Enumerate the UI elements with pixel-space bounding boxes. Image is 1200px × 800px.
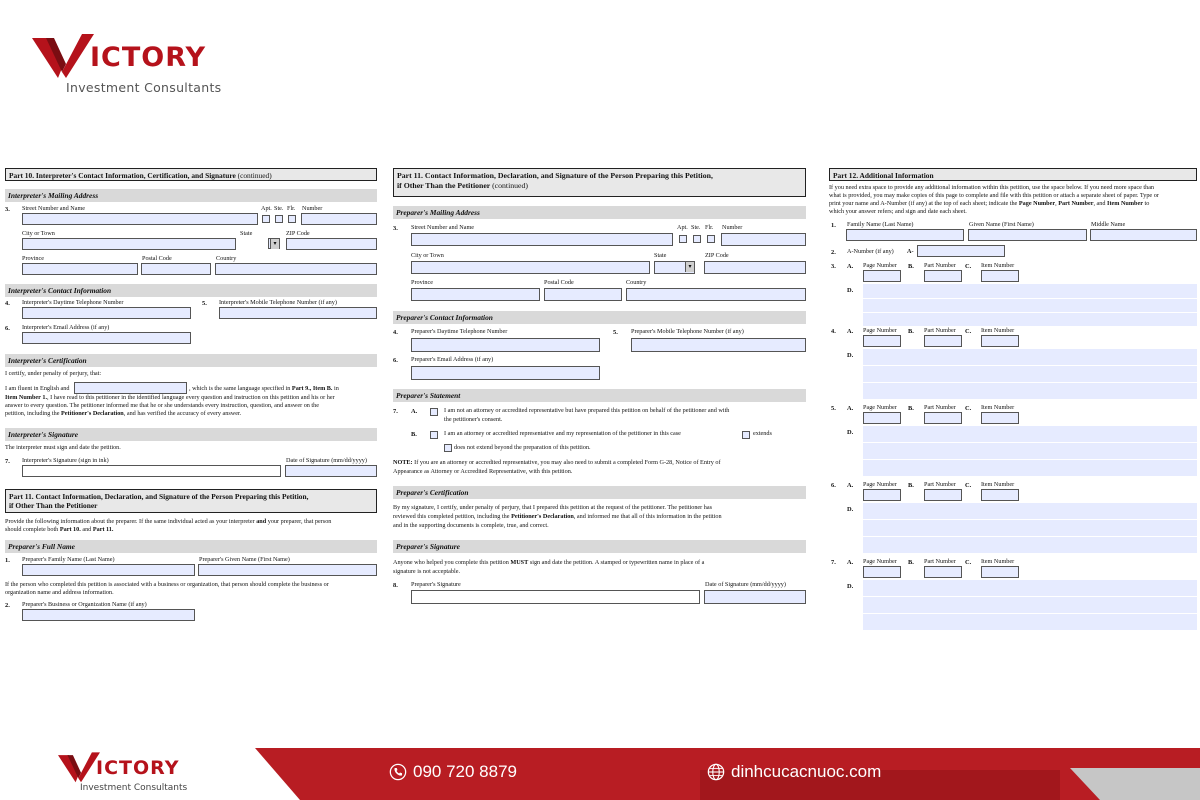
preparer-email-field[interactable] [411, 366, 600, 380]
provide-c1-text: should complete both [5, 526, 59, 533]
additional-info-block [829, 402, 1197, 472]
additional-info-textarea[interactable] [863, 284, 1197, 326]
additional-info-textarea[interactable] [863, 503, 1197, 553]
additional-info-block [829, 260, 1197, 330]
letter-c: C. [965, 328, 972, 335]
ste-label: Ste. [274, 205, 284, 212]
part11-ref: Part 11. [92, 526, 114, 533]
letter-d: D. [847, 583, 854, 590]
item-number: 3. [393, 225, 398, 232]
interpreter-signature-header: Interpreter's Signature [5, 428, 377, 441]
state-label: State [240, 230, 253, 237]
interpreter-state-select[interactable] [268, 238, 280, 249]
signature-note: The interpreter must sign and date the petition. [5, 444, 121, 451]
item-number-field[interactable] [981, 270, 1019, 282]
interpreter-date-field[interactable] [285, 465, 377, 477]
additional-info-textarea[interactable] [863, 349, 1197, 399]
phone-icon [389, 763, 407, 781]
item-number-field[interactable] [981, 335, 1019, 347]
part11-continued: (continued) [492, 180, 529, 190]
preparer-city-field[interactable] [411, 261, 650, 274]
preparer-family-name-field[interactable] [22, 564, 195, 576]
footer-brand-tagline: Investment Consultants [80, 783, 188, 793]
item-number: 3. [831, 263, 836, 270]
apt-label: Apt. [677, 224, 688, 231]
middle-name-field[interactable] [1090, 229, 1197, 241]
letter-d: D. [847, 506, 854, 513]
page-number-field[interactable] [863, 412, 901, 424]
not-attorney-checkbox[interactable] [430, 408, 438, 416]
globe-icon [707, 763, 725, 781]
item-number: 2. [5, 602, 10, 609]
page-number-field[interactable] [863, 489, 901, 501]
ruled-line [863, 596, 1197, 597]
fluent-c2-text: , I have read to this petitioner in the identified language every question and instruction on this petition and his or her [47, 394, 335, 401]
option-a-letter: A. [411, 408, 418, 415]
apt-checkbox[interactable] [262, 215, 270, 223]
footer-banner [0, 748, 1200, 800]
part11-title: Part 11. Contact Information, Declaration, and Signature of the Person Preparing this Petition, [397, 171, 713, 180]
brand-tagline: Investment Consultants [66, 80, 222, 95]
letter-a: A. [847, 405, 854, 412]
ruled-line [863, 536, 1197, 537]
additional-info-textarea[interactable] [863, 426, 1197, 476]
interpreter-country-field[interactable] [215, 263, 377, 275]
item-number: 2. [831, 249, 836, 256]
apt-label: Apt. [261, 205, 272, 212]
option-a-text-2: the petitioner's consent. [444, 416, 503, 423]
country-label: Country [626, 279, 647, 286]
brand-logo [32, 30, 232, 100]
item-number-label: Item Number [981, 481, 1015, 488]
mobile-phone-label: Interpreter's Mobile Telephone Number (if any) [219, 299, 337, 306]
item-number: 4. [5, 300, 10, 307]
note-text-2: Appearance as Attorney or Accredited Representative, with this petition. [393, 468, 573, 475]
part9-item-b: Part 9., Item B. [291, 385, 333, 392]
interpreter-zip-field[interactable] [286, 238, 377, 250]
victory-v-mark-icon [58, 752, 100, 784]
intro-text-2: what is provided, you may make copies of this page to complete and file with this petition or attach a separate sheet of paper. Type or [829, 192, 1159, 199]
extends-checkbox[interactable] [742, 431, 750, 439]
page-number-ref: Page Number [1018, 200, 1056, 207]
cert-text-2 [393, 513, 722, 521]
item-number: 6. [831, 482, 836, 489]
letter-a: A. [847, 559, 854, 566]
letter-c: C. [965, 405, 972, 412]
note-text-1 [393, 459, 721, 467]
additional-info-block [829, 325, 1197, 395]
preparer-statement-header: Preparer's Statement [393, 389, 806, 402]
preparer-apt-number-field[interactable] [721, 233, 806, 246]
page-number-label: Page Number [863, 262, 897, 269]
brand-name: ICTORY [90, 42, 207, 73]
preparer-zip-field[interactable] [704, 261, 806, 274]
page-number-field[interactable] [863, 270, 901, 282]
letter-d: D. [847, 429, 854, 436]
part10-ref: Part 10. [59, 526, 81, 533]
item-number: 8. [393, 582, 398, 589]
note-line-1: If you are an attorney or accredited representative, you may also need to submit a completed Form G-28, Notice of Entry of [414, 459, 721, 466]
fluent-text-e [5, 410, 241, 418]
ruled-line [863, 613, 1197, 614]
preparer-mailing-header: Preparer's Mailing Address [393, 206, 806, 219]
interpreter-apt-number-field[interactable] [301, 213, 377, 225]
family-name-field[interactable] [846, 229, 964, 241]
page-number-field[interactable] [863, 335, 901, 347]
interpreter-city-field[interactable] [22, 238, 236, 250]
part10-continued: (continued) [237, 171, 272, 180]
provide-text-c [5, 526, 113, 534]
interpreter-street-field[interactable] [22, 213, 258, 225]
ruled-line [863, 519, 1197, 520]
chevron-down-icon: ▾ [685, 262, 694, 272]
ruled-line [863, 459, 1197, 460]
letter-a: A. [847, 328, 854, 335]
apt-checkbox[interactable] [679, 235, 687, 243]
ste-checkbox[interactable] [275, 215, 283, 223]
page-number-label: Page Number [863, 558, 897, 565]
does-not-extend-text: does not extend beyond the preparation of this petition. [454, 444, 591, 451]
letter-a: A. [847, 482, 854, 489]
preparer-cert-header: Preparer's Certification [393, 486, 806, 499]
letter-b: B. [908, 328, 914, 335]
sig-1a-text: Anyone who helped you complete this petition [393, 559, 509, 566]
interpreter-signature-field[interactable] [22, 465, 281, 477]
letter-d: D. [847, 287, 854, 294]
province-label: Province [22, 255, 44, 262]
item-number: 4. [831, 328, 836, 335]
item-number: 7. [5, 458, 10, 465]
country-label: Country [216, 255, 237, 262]
interpreter-contact-header: Interpreter's Contact Information [5, 284, 377, 297]
phone-number: 090 720 8879 [413, 762, 517, 781]
zip-label: ZIP Code [705, 252, 729, 259]
part12-header: Part 12. Additional Information [829, 168, 1197, 181]
postal-label: Postal Code [142, 255, 172, 262]
ruled-line [863, 382, 1197, 383]
preparer-street-field[interactable] [411, 233, 673, 246]
preparer-business-field[interactable] [22, 609, 195, 621]
item-number-field[interactable] [981, 566, 1019, 578]
footer-phone[interactable] [389, 762, 517, 782]
footer-brand-name: ICTORY [96, 757, 180, 779]
interpreter-email-field[interactable] [22, 332, 191, 344]
part-number-field[interactable] [924, 489, 962, 501]
item-number: 3. [5, 206, 10, 213]
item-number: 1. [5, 557, 10, 564]
victory-v-mark-icon [32, 34, 94, 80]
business-note-a: If the person who completed this petition is associated with a business or organization, that person should complete the business or [5, 581, 329, 588]
certify-text: I certify, under penalty of perjury, that: [5, 370, 102, 377]
item-number-1: Item Number 1. [5, 394, 47, 401]
interpreter-cert-header: Interpreter's Certification [5, 354, 377, 367]
item-number: 5. [202, 300, 207, 307]
additional-info-block [829, 479, 1197, 549]
letter-b: B. [908, 263, 914, 270]
page-number-field[interactable] [863, 566, 901, 578]
item-number: 7. [393, 408, 398, 415]
interpreter-mobile-phone-field[interactable] [219, 307, 377, 319]
intro-text-1: If you need extra space to provide any additional information within this petition, use the space below. If you need more space than [829, 184, 1155, 191]
additional-info-block [829, 556, 1197, 631]
part-number-field[interactable] [924, 335, 962, 347]
item-number-ref: Item Number [1107, 200, 1143, 207]
city-label: City or Town [22, 230, 55, 237]
footer-website[interactable] [707, 762, 881, 782]
middle-name-label: Middle Name [1091, 221, 1126, 228]
fluent-in-text: in [334, 385, 339, 392]
part-number-label: Part Number [924, 404, 956, 411]
date-label: Date of Signature (mm/dd/yyyy) [705, 581, 786, 588]
part-number-ref: Part Number [1058, 200, 1094, 207]
intro-to: to [1144, 200, 1150, 207]
signature-label: Preparer's Signature [411, 581, 461, 588]
number-label: Number [722, 224, 743, 231]
sig-1c-text: sign and date the petition. A stamped or typewritten name in place of a [529, 559, 705, 566]
intro-text-4: which your answer refers; and sign and date each sheet. [829, 208, 967, 215]
part10-title: Part 10. Interpreter's Contact Information, Certification, and Signature [9, 171, 236, 180]
anumber-field[interactable] [917, 245, 1005, 257]
letter-c: C. [965, 482, 972, 489]
item-number: 5. [613, 329, 618, 336]
part11-title: Part 11. Contact Information, Declaration, and Signature of the Person Preparing this Petition, [9, 492, 309, 501]
must-text: MUST [510, 559, 529, 566]
preparer-date-field[interactable] [704, 590, 806, 604]
cert-2a-text: reviewed this completed petition, including the [393, 513, 510, 520]
preparer-country-field[interactable] [626, 288, 806, 301]
part11-cont-header [393, 168, 806, 197]
petitioner-declaration: Petitioner's Declaration [61, 410, 124, 417]
daytime-phone-label: Preparer's Daytime Telephone Number [411, 328, 508, 335]
item-number: 6. [5, 325, 10, 332]
flr-label: Flr. [287, 205, 296, 212]
signature-label: Interpreter's Signature (sign in ink) [22, 457, 109, 464]
ruled-line [863, 442, 1197, 443]
page-number-label: Page Number [863, 327, 897, 334]
interpreter-province-field[interactable] [22, 263, 138, 275]
provide-a-text: Provide the following information about the preparer. If the same individual acted as your interpreter [5, 518, 255, 525]
interpreter-postal-field[interactable] [141, 263, 211, 275]
part-number-field[interactable] [924, 566, 962, 578]
state-label: State [654, 252, 667, 259]
anumber-label: A-Number (if any) [847, 248, 894, 255]
part10-header [5, 168, 377, 181]
item-number: 6. [393, 357, 398, 364]
petitioner-declaration: Petitioner's Declaration [511, 513, 574, 520]
ste-label: Ste. [691, 224, 701, 231]
option-b-text: I am an attorney or accredited representative and my representation of the petitioner in this case [444, 430, 681, 437]
preparer-province-field[interactable] [411, 288, 540, 301]
additional-info-textarea[interactable] [863, 580, 1197, 630]
letter-b: B. [908, 405, 914, 412]
interpreter-daytime-phone-field[interactable] [22, 307, 191, 319]
preparer-contact-header: Preparer's Contact Information [393, 311, 806, 324]
family-name-label: Family Name (Last Name) [847, 221, 914, 228]
option-b-letter: B. [411, 431, 417, 438]
preparer-signature-field[interactable] [411, 590, 700, 604]
fluent-e1-text: petition, including the [5, 410, 60, 417]
business-name-label: Preparer's Business or Organization Name (if any) [22, 601, 147, 608]
item-number-label: Item Number [981, 262, 1015, 269]
intro-and: , and [1093, 200, 1106, 207]
fluent-text-d: answer to every question. The petitioner informed me that he or she understands every instruction, question, and answer on the [5, 402, 319, 409]
cert-2c-text: , and informed me that all of this information in the petition [573, 513, 722, 520]
item-number: 5. [831, 405, 836, 412]
part-number-label: Part Number [924, 327, 956, 334]
street-label: Street Number and Name [411, 224, 475, 231]
province-label: Province [411, 279, 433, 286]
letter-c: C. [965, 263, 972, 270]
item-number: 7. [831, 559, 836, 566]
date-label: Date of Signature (mm/dd/yyyy) [286, 457, 367, 464]
does-not-extend-checkbox[interactable] [444, 444, 452, 452]
part-number-label: Part Number [924, 481, 956, 488]
anumber-prefix: A- [907, 248, 914, 255]
flr-checkbox[interactable] [288, 215, 296, 223]
preparer-mobile-phone-field[interactable] [631, 338, 806, 352]
item-number: 1. [831, 222, 836, 229]
ste-checkbox[interactable] [693, 235, 701, 243]
part11-header [5, 489, 377, 513]
website-url: dinhcucacnuoc.com [731, 762, 882, 781]
item-number: 4. [393, 329, 398, 336]
intro-comma: , [1055, 200, 1057, 207]
given-name-label: Given Name (First Name) [969, 221, 1034, 228]
item-number-label: Item Number [981, 327, 1015, 334]
given-name-field[interactable] [968, 229, 1087, 241]
letter-d: D. [847, 352, 854, 359]
preparer-given-name-field[interactable] [198, 564, 377, 576]
preparer-daytime-phone-field[interactable] [411, 338, 600, 352]
item-number-label: Item Number [981, 404, 1015, 411]
item-number-label: Item Number [981, 558, 1015, 565]
part11-title-line2: if Other Than the Petitioner [397, 180, 491, 190]
interpreter-mailing-header: Interpreter's Mailing Address [5, 189, 377, 202]
chevron-down-icon: ▾ [270, 239, 279, 249]
number-label: Number [302, 205, 323, 212]
fluent-b-text: , which is the same language specified in [189, 385, 291, 392]
street-label: Street Number and Name [22, 205, 86, 212]
fluent-text-b [189, 385, 339, 393]
given-name-label: Preparer's Given Name (First Name) [199, 556, 290, 563]
provide-c3-text: and [82, 526, 92, 533]
extends-text: extends [753, 430, 772, 437]
preparer-state-select[interactable] [654, 261, 695, 274]
note-label: NOTE: [393, 459, 413, 466]
preparer-signature-header: Preparer's Signature [393, 540, 806, 553]
email-label: Preparer's Email Address (if any) [411, 356, 494, 363]
ruled-line [863, 312, 1197, 313]
family-name-label: Preparer's Family Name (Last Name) [22, 556, 115, 563]
email-label: Interpreter's Email Address (if any) [22, 324, 110, 331]
sig-text-1 [393, 559, 704, 567]
daytime-phone-label: Interpreter's Daytime Telephone Number [22, 299, 124, 306]
ruled-line [863, 365, 1197, 366]
item-number-field[interactable] [981, 489, 1019, 501]
sig-text-2: signature is not acceptable. [393, 568, 461, 575]
provide-b-text: your preparer, that person [267, 518, 332, 525]
zip-label: ZIP Code [286, 230, 310, 237]
part11-title-line2: if Other Than the Petitioner [9, 501, 98, 511]
letter-a: A. [847, 263, 854, 270]
letter-c: C. [965, 559, 972, 566]
attorney-checkbox[interactable] [430, 431, 438, 439]
preparer-full-name-header: Preparer's Full Name [5, 540, 377, 553]
page-number-label: Page Number [863, 404, 897, 411]
part-number-field[interactable] [924, 270, 962, 282]
part-number-label: Part Number [924, 558, 956, 565]
intro-3a-text: print your name and A-Number (if any) at the top of each sheet; indicate the [829, 200, 1018, 207]
footer-logo [58, 752, 238, 796]
cert-text-1: By my signature, I certify, under penalty of perjury, that I prepared this petition at the request of the petitioner. The petitioner has [393, 504, 713, 511]
part-number-field[interactable] [924, 412, 962, 424]
item-number-field[interactable] [981, 412, 1019, 424]
part-number-label: Part Number [924, 262, 956, 269]
preparer-postal-field[interactable] [544, 288, 622, 301]
provide-and-text: and [256, 518, 267, 525]
fluent-e3-text: , and has verified the accuracy of every answer. [123, 410, 242, 417]
city-label: City or Town [411, 252, 444, 259]
page-number-label: Page Number [863, 481, 897, 488]
option-a-text-1: I am not an attorney or accredited representative but have prepared this petition on behalf of the petitioner and with [444, 407, 730, 414]
ruled-line [863, 298, 1197, 299]
postal-label: Postal Code [544, 279, 574, 286]
business-note-b: organization name and address information. [5, 589, 114, 596]
flr-label: Flr. [705, 224, 714, 231]
letter-b: B. [908, 559, 914, 566]
flr-checkbox[interactable] [707, 235, 715, 243]
letter-b: B. [908, 482, 914, 489]
fluent-text-a: I am fluent in English and [5, 385, 70, 392]
interpreter-language-field[interactable] [74, 382, 187, 394]
mobile-phone-label: Preparer's Mobile Telephone Number (if any) [631, 328, 744, 335]
cert-text-3: and in the supporting documents is complete, true, and correct. [393, 522, 549, 529]
